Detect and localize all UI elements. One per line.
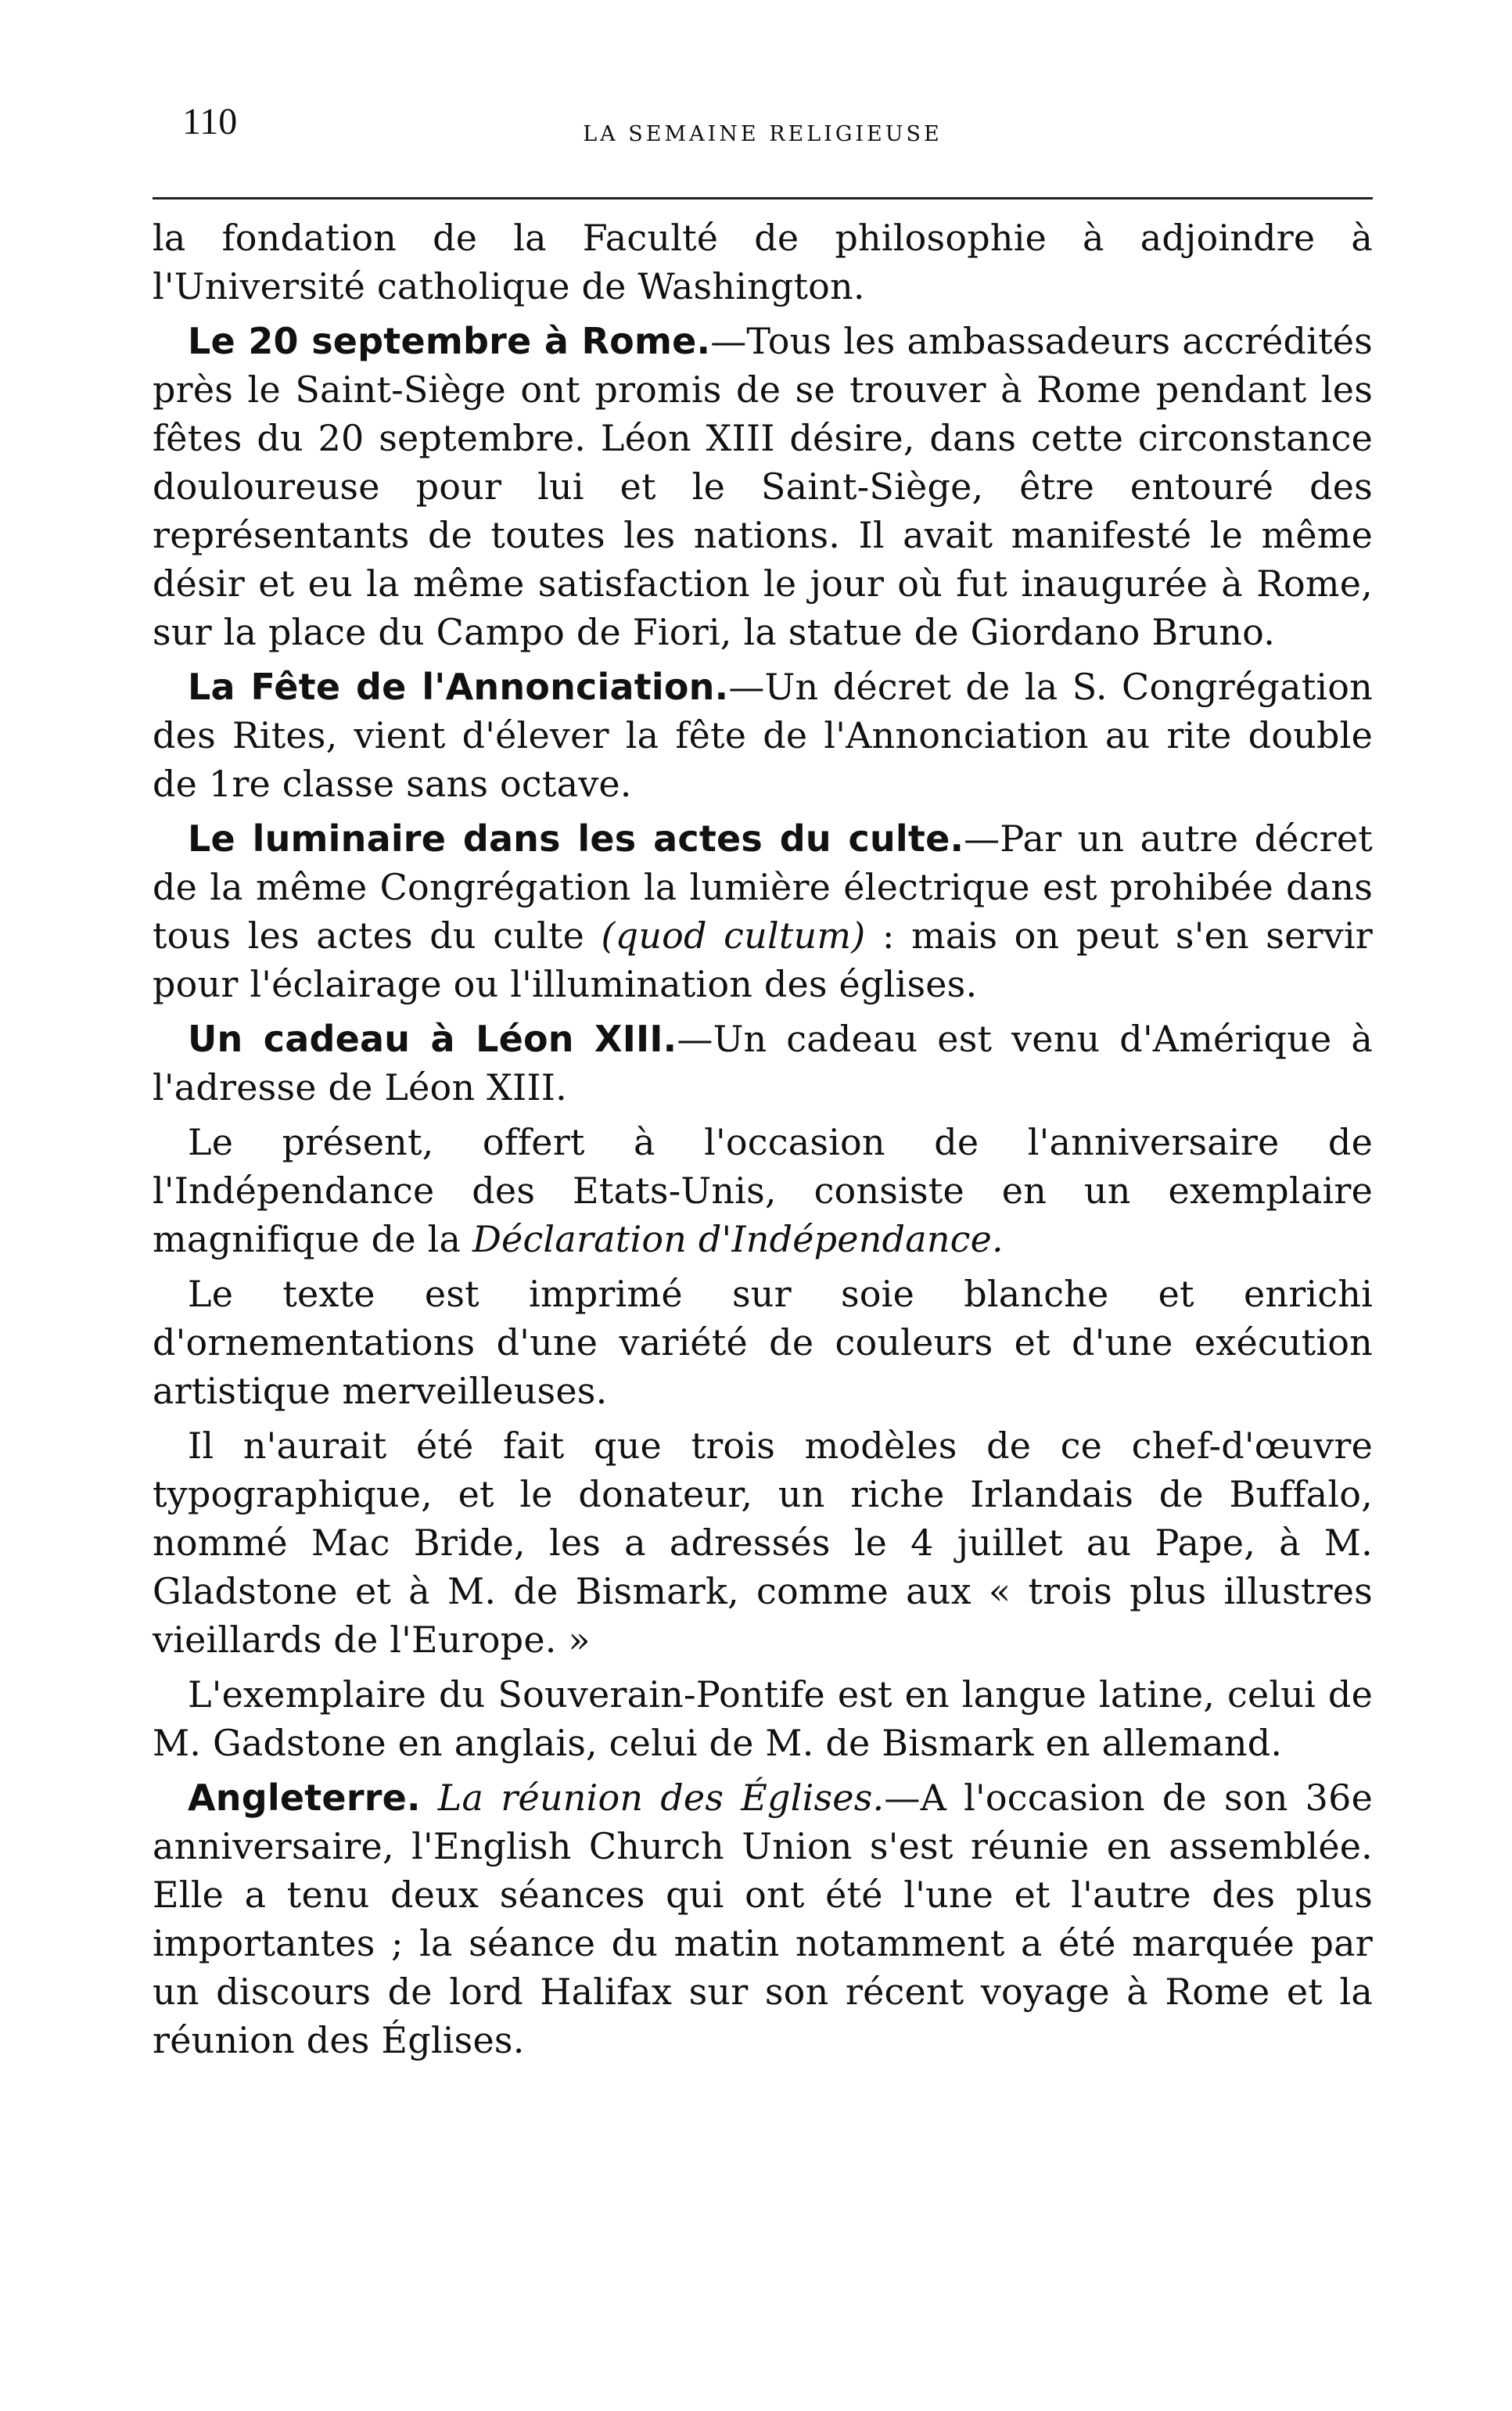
- paragraph-text: Le présent, offert à l'occasion de l'anniversaire de l'Indépendance des Etats-Unis, consiste en un exemplaire magnifique de la: [153, 1121, 1373, 1260]
- paragraph-text: Un décret de la S. Congrégation des Rites, vient d'élever la fête de l'Annonciation au rite double de 1re classe sans octave.: [153, 666, 1374, 805]
- em-dash: —: [728, 666, 765, 708]
- paragraph-text: Il n'aurait été fait que trois modèles de ce chef-d'œuvre typographique, et le donateur, un riche Irlandais de Buffalo, nommé Mac Bride, les a adressés le 4 juillet au Pape, à M. Gladstone et à M. de Bismark, comme aux « trois plus illustres vieillards de l'Europe. »: [153, 1425, 1373, 1661]
- document-page: [153, 94, 1373, 2071]
- italic-subheading: La réunion des Églises.: [420, 1777, 885, 1819]
- paragraph-exemplaire: [153, 1670, 1373, 1767]
- paragraph-rome: [153, 317, 1373, 656]
- paragraph-faculte: [153, 214, 1373, 311]
- paragraph-text: A l'occasion de son 36e anniversaire, l'English Church Union s'est réunie en assemblée. Elle a tenu deux séances qui ont été l'une et l'autre des plus importantes ; la séance du matin notamment a été marquée par un discours de lord Halifax sur son récent voyage à Rome et la réunion des Églises.: [153, 1777, 1373, 2061]
- section-heading-rome: Le 20 septembre à Rome.: [188, 320, 711, 362]
- paragraph-text: Tous les ambassadeurs accrédités près le Saint-Siège ont promis de se trouver à Rome pendant les fêtes du 20 septembre. Léon XIII désire, dans cette circonstance douloureuse pour lui et le Saint-Siège, être entouré des représentants de toutes les nations. Il avait manifesté le même désir et eu la même satisfaction le jour où fut inaugurée à Rome, sur la place du Campo de Fiori, la statue de Giordano Bruno.: [153, 320, 1373, 653]
- em-dash: —: [884, 1777, 921, 1819]
- paragraph-annonciation: [153, 663, 1373, 808]
- em-dash: —: [710, 320, 747, 362]
- section-heading-annonciation: La Fête de l'Annonciation.: [188, 666, 729, 708]
- italic-title: Déclaration d'Indépendance.: [472, 1218, 1004, 1260]
- paragraph-text-continued: : mais on peut s'en servir pour l'éclairage ou l'illumination des églises.: [153, 914, 1373, 1005]
- paragraph-text: L'exemplaire du Souverain-Pontife est en langue latine, celui de M. Gadstone en anglais, celui de M. de Bismark en allemand.: [153, 1673, 1373, 1764]
- section-heading-luminaire: Le luminaire dans les actes du culte.: [188, 817, 964, 860]
- em-dash: —: [677, 1018, 713, 1060]
- italic-phrase: (quod cultum): [601, 914, 866, 957]
- header-title: LA SEMAINE RELIGIEUSE: [583, 122, 943, 146]
- em-dash: —: [964, 817, 1000, 860]
- header-rule: [153, 197, 1373, 199]
- paragraph-modeles: [153, 1421, 1373, 1664]
- paragraph-luminaire: [153, 814, 1373, 1008]
- paragraph-text: Un cadeau est venu d'Amérique à l'adresse de Léon XIII.: [153, 1018, 1373, 1108]
- paragraph-text: Par un autre décret de la même Congrégation la lumière électrique est prohibée dans tous les actes du culte: [153, 817, 1373, 957]
- paragraph-cadeau: [153, 1015, 1373, 1112]
- article-body: [153, 214, 1373, 2064]
- paragraph-texte: [153, 1270, 1373, 1415]
- paragraph-present: [153, 1118, 1373, 1263]
- paragraph-text: la fondation de la Faculté de philosophie à adjoindre à l'Université catholique de Washington.: [153, 217, 1373, 307]
- section-heading-cadeau: Un cadeau à Léon XIII.: [188, 1018, 677, 1060]
- paragraph-angleterre: [153, 1773, 1373, 2064]
- page-number: 110: [182, 101, 238, 142]
- paragraph-text: Le texte est imprimé sur soie blanche et enrichi d'ornementations d'une variété de couleurs et d'une exécution artistique merveilleuses.: [153, 1273, 1373, 1412]
- section-heading-angleterre: Angleterre.: [188, 1777, 421, 1819]
- running-head: [153, 94, 1373, 149]
